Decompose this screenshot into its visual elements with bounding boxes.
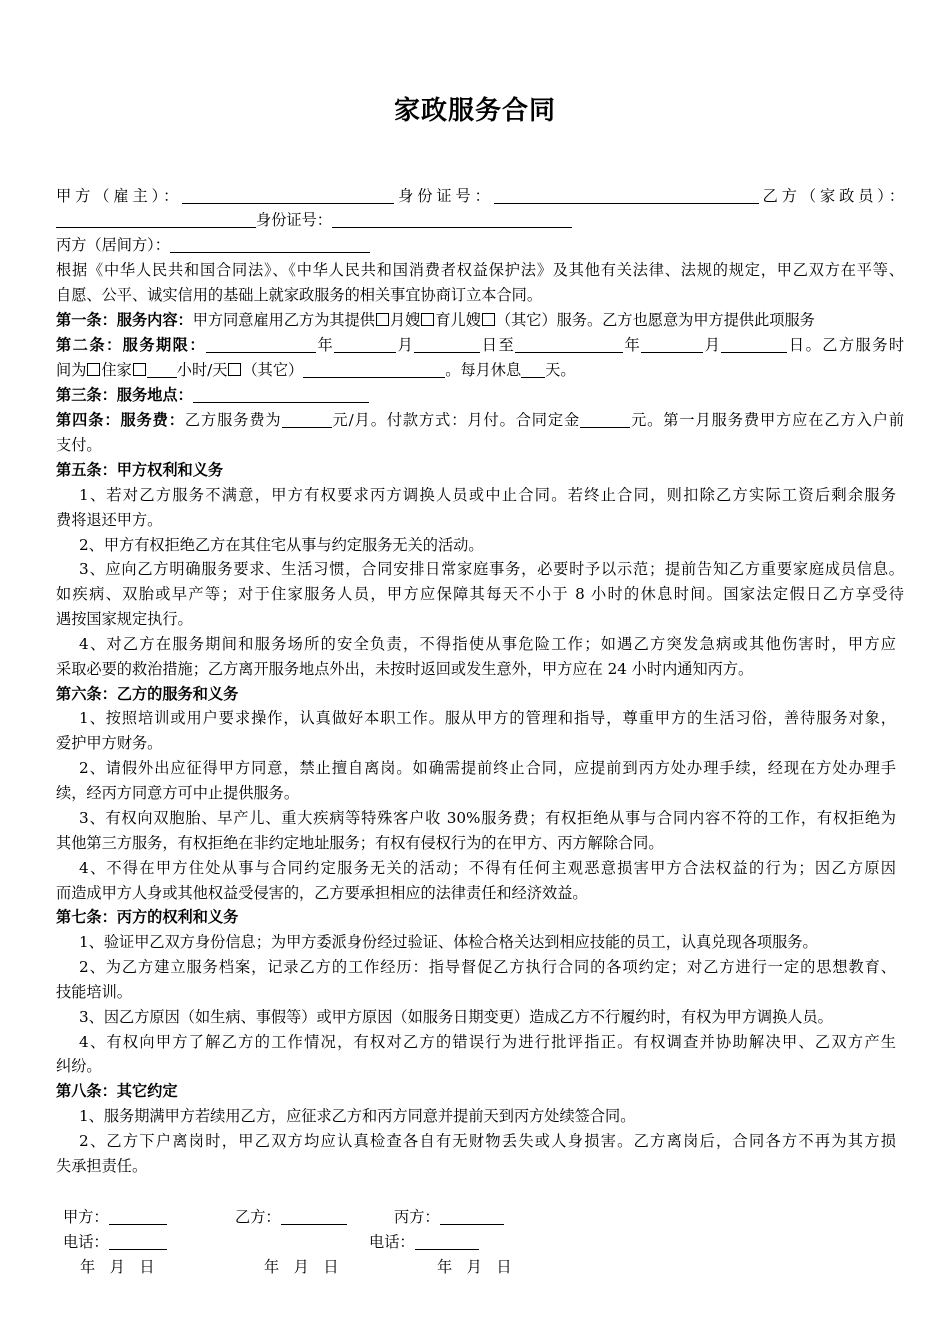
article-7-heading: 第七条：丙方的权利和义务 [56,908,239,926]
checkbox-maternity-nurse[interactable] [376,313,389,326]
signature-party-b-label: 乙方： [235,1208,281,1226]
signature-party-c-label: 丙方： [394,1208,440,1226]
article-6-item-4-line-2: 而造成甲方人身或其他权益受侵害的，乙方要承担相应的法律责任和经济效益。 [56,884,588,902]
signature-party-a [63,1205,167,1229]
article-5-item-3-line-1: 3、应向乙方明确服务要求、生活习惯，合同安排日常家庭事务，必要时予以示范；提前告知乙方重要家庭成员信息。 [79,560,904,578]
article-6-item-1-line-2: 爱护甲方财务。 [56,734,163,752]
party-c-name-blank[interactable] [170,236,370,253]
page-title: 家政服务合同 [393,96,556,126]
article-5-item-4-line-2: 采取必要的救治措施；乙方离开服务地点外出，未按时返回或发生意外，甲方应在 24 小时内通知丙方。 [56,660,754,678]
article-2-line-2 [56,358,576,382]
phone-party-c-blank[interactable] [415,1233,479,1250]
day-end-label: 日。乙方服务时 [787,336,905,354]
option-nanny: 育儿嫂 [435,311,481,329]
start-year-blank[interactable] [206,336,316,353]
month-label: 月 [396,336,415,354]
first-payment-text: 元。第一月服务费甲方应在乙方入户前 [630,411,904,429]
date-party-b: 年 月 日 [264,1258,339,1276]
article-1 [56,308,815,332]
phone-party-a-blank[interactable] [109,1233,167,1250]
article-7-item-4-line-1: 4、有权向甲方了解乙方的工作情况，有权对乙方的错误行为进行批评指正。有权调查并协助解决甲、乙双方产生 [79,1033,896,1051]
rest-days-blank[interactable] [521,361,545,378]
article-6-item-2-line-2: 续，经丙方同意方可中止提供服务。 [56,784,299,802]
article-5-item-3-line-2: 如疾病、双胎或早产等；对于住家服务人员，甲方应保障其每天不小于 8 小时的休息时间。国家法定假日乙方享受待 [56,585,904,603]
option-other-service: （其它）服务。乙方也愿意为甲方提供此项服务 [495,311,815,329]
phone-party-c [369,1230,479,1254]
party-b-id-blank[interactable] [332,211,572,228]
checkbox-nanny[interactable] [421,313,434,326]
article-3-heading: 第三条：服务地点： [56,386,193,404]
deposit-blank[interactable] [580,411,630,428]
service-address-blank[interactable] [193,386,369,403]
article-7-item-3: 3、因乙方原因（如生病、事假等）或甲方原因（如服务日期变更）造成乙方不行履约时，有权为甲方调换人员。 [79,1008,833,1026]
party-b-name-blank[interactable] [56,211,256,228]
article-7-item-1: 1、验证甲乙双方身份信息；为甲方委派身份经过验证、体检合格关达到相应技能的员工，认真兑现各项服务。 [79,933,818,951]
signature-party-c [394,1205,504,1229]
article-2-line-1 [56,333,904,357]
monthly-rest-label: 。每月休息 [445,361,522,379]
party-a-name-blank[interactable] [182,187,394,204]
article-6-heading: 第六条：乙方的服务和义务 [56,685,239,703]
article-4-heading: 第四条：服务费： [56,411,185,429]
option-other-schedule: （其它） [242,361,304,379]
intro-line-1: 根据《中华人民共和国合同法》、《中华人民共和国消费者权益保护法》及其他有关法律、法规的规定，甲乙双方在平等、 [56,261,904,279]
month-label: 月 [703,336,722,354]
date-party-a: 年 月 日 [80,1258,155,1276]
party-line-2 [56,208,572,232]
checkbox-live-in[interactable] [87,363,100,376]
article-6-item-3-line-2: 其他第三方服务，有权拒绝在非约定地址服务；有权有侵权行为的在甲方、丙方解除合同。 [56,834,664,852]
days-label: 天。 [545,361,576,379]
day-to-label: 日至 [480,336,516,354]
article-6-item-2-line-1: 2、请假外出应征得甲方同意，禁止擅自离岗。如确需提前终止合同，应提前到丙方处办理手续，经现在方处办理手 [79,759,896,777]
article-4-line-2: 支付。 [56,436,102,454]
signature-party-a-blank[interactable] [109,1208,167,1225]
signature-party-b-blank[interactable] [281,1208,347,1225]
signature-party-c-blank[interactable] [440,1208,504,1225]
article-6-item-1-line-1: 1、按照培训或用户要求操作，认真做好本职工作。服从甲方的管理和指导，尊重甲方的生活习俗，善待服务对象， [79,709,896,727]
party-b-label: 乙方（家政员）： [758,187,905,205]
party-line-1 [56,184,904,208]
checkbox-other-service[interactable] [482,313,495,326]
article-4-line-1 [56,408,904,432]
start-day-blank[interactable] [414,336,480,353]
article-7-item-2-line-2: 技能培训。 [56,983,132,1001]
article-8-item-1: 1、服务期满甲方若续用乙方，应征求乙方和丙方同意并提前天到丙方处续签合同。 [79,1107,636,1125]
year-label: 年 [623,336,642,354]
article-1-text: 甲方同意雇用乙方为其提供 [192,311,375,329]
article-5-item-3-line-3: 遇按国家规定执行。 [56,610,193,628]
year-label: 年 [315,336,335,354]
start-month-blank[interactable] [334,336,396,353]
article-5-item-1-line-1: 1、若对乙方服务不满意，甲方有权要求丙方调换人员或中止合同。若终止合同，则扣除乙方实际工资后剩余服务 [79,486,896,504]
hours-blank[interactable] [147,361,177,378]
phone-party-a [63,1230,167,1254]
date-party-c: 年 月 日 [437,1258,512,1276]
party-a-id-blank[interactable] [494,187,759,204]
intro-line-2: 自愿、公平、诚实信用的基础上就家政服务的相关事宜协商订立本合同。 [56,286,542,304]
payment-method-text: 元/月。付款方式：月付。合同定金 [331,411,581,429]
end-month-blank[interactable] [641,336,703,353]
article-5-heading: 第五条：甲方权利和义务 [56,461,224,479]
phone-party-a-label: 电话： [63,1233,109,1251]
party-a-label: 甲方（雇主）： [56,187,183,205]
fee-label: 乙方服务费为 [184,411,282,429]
article-5-item-2: 2、甲方有权拒绝乙方在其住宅从事与约定服务无关的活动。 [79,536,484,554]
article-2-heading: 第二条：服务期限： [56,336,206,354]
party-a-id-label: 身份证号： [394,187,494,205]
article-7-item-4-line-2: 纠纷。 [56,1057,102,1075]
other-schedule-blank[interactable] [303,361,445,378]
article-5-item-4-line-1: 4、对乙方在服务期间和服务场所的安全负责，不得指使从事危险工作；如遇乙方突发急病或其他伤害时，甲方应 [79,635,896,653]
service-type-label: 间为 [56,361,87,379]
article-7-item-2-line-1: 2、为乙方建立服务档案，记录乙方的工作经历：指导督促乙方执行合同的各项约定；对乙方进行一定的思想教育、 [79,958,896,976]
option-maternity-nurse: 月嫂 [389,311,421,329]
option-hours-per-day: 小时/天 [176,361,228,379]
article-3 [56,383,369,407]
article-8-item-2-line-2: 失承担责任。 [56,1157,148,1175]
checkbox-other-schedule[interactable] [228,363,241,376]
checkbox-hourly[interactable] [133,363,146,376]
party-line-3 [56,233,370,257]
monthly-fee-blank[interactable] [282,411,332,428]
article-8-item-2-line-1: 2、乙方下户离岗时，甲乙双方均应认真检查各自有无财物丢失或人身损害。乙方离岗后，合同各方不再为其方损 [79,1132,896,1150]
party-c-label: 丙方（居间方）： [56,236,170,254]
signature-party-a-label: 甲方： [63,1208,109,1226]
article-6-item-4-line-1: 4、不得在甲方住处从事与合同约定服务无关的活动；不得有任何主观恶意损害甲方合法权益的行为；因乙方原因 [79,859,896,877]
phone-party-c-label: 电话： [369,1233,415,1251]
option-live-in: 住家 [101,361,132,379]
article-8-heading: 第八条：其它约定 [56,1082,178,1100]
end-day-blank[interactable] [721,336,787,353]
article-5-item-1-line-2: 费将退还甲方。 [56,511,163,529]
end-year-blank[interactable] [515,336,623,353]
party-b-id-label: 身份证号： [256,211,332,229]
article-1-heading: 第一条：服务内容： [56,311,193,329]
signature-party-b [235,1205,347,1229]
article-6-item-3-line-1: 3、有权向双胞胎、早产儿、重大疾病等特殊客户收 30%服务费；有权拒绝从事与合同内容不符的工作，有权拒绝为 [79,809,896,827]
